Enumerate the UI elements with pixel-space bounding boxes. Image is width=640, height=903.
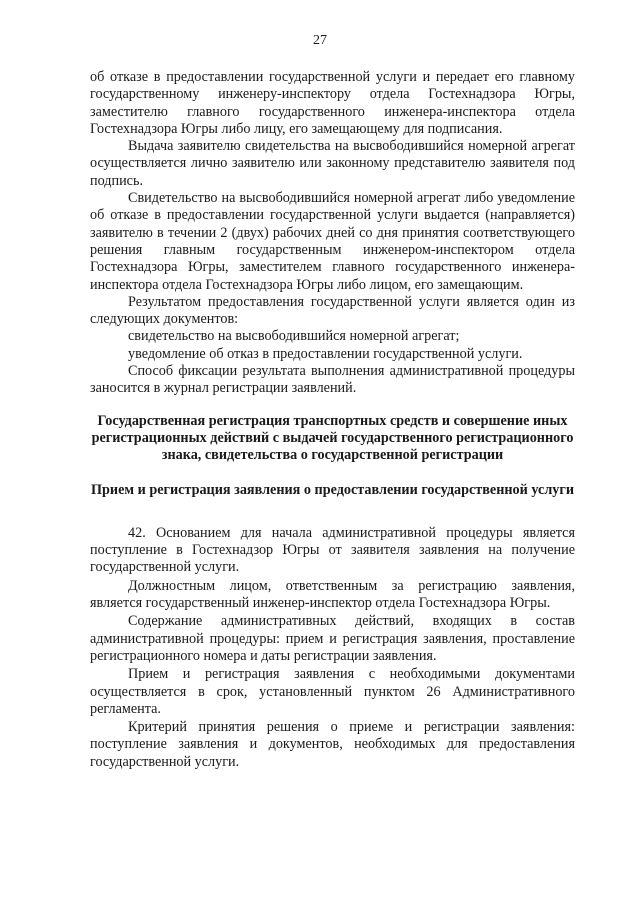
paragraph-issuance-term: Свидетельство на высвободившийся номерной агрегат либо уведомление об отказе в предоставлении государственной услуги выдается (направляется) заявителю в течении 2 (двух) рабочих дней со дня принятия соответствующего решения главным государственным инженером-инспектором отдела Гостехнадзора Югры, заместителем главного государственного инженера-инспектора отдела Гостехнадзора Югры либо лицом, его замещающим. — [90, 190, 575, 293]
paragraph-decision-criterion: Критерий принятия решения о приеме и регистрации заявления: поступление заявления и документов, необходимых для предоставления государственной услуги. — [90, 719, 575, 770]
paragraph-registration-term: Прием и регистрация заявления с необходимыми документами осуществляется в срок, установленный пунктом 26 Административного регламента. — [90, 666, 575, 717]
section-heading: Государственная регистрация транспортных средств и совершение иных регистрационных действий с выдачей государственного регистрационного знака, свидетельства о государственной регистрации — [91, 412, 574, 464]
page-number: 27 — [313, 33, 327, 48]
paragraph-fixation-method: Способ фиксации результата выполнения административной процедуры заносится в журнал регистрации заявлений. — [90, 363, 575, 397]
document-body — [90, 69, 575, 771]
paragraph-result-intro: Результатом предоставления государственной услуги является один из следующих документов: — [90, 293, 575, 328]
result-list-item: свидетельство на высвободившийся номерной агрегат; — [128, 328, 460, 345]
subsection-heading: Прием и регистрация заявления о предоставлении государственной услуги — [91, 481, 574, 498]
paragraph-responsible-person: Должностным лицом, ответственным за регистрацию заявления, является государственный инженер-инспектор отдела Гостехнадзора Югры. — [90, 577, 575, 612]
paragraph-refusal-continuation: об отказе в предоставлении государственной услуги и передает его главному государственному инженеру-инспектору отдела Гостехнадзора Югры, заместителю главного государственного инженера-инспектора отдела Гостехнадзора Югры либо лицу, его замещающему для подписания. — [90, 69, 575, 137]
paragraph-actions-content: Содержание административных действий, входящих в состав административной процедуры: прием и регистрация заявления, проставление регистрационного номера и даты регистрации заявления. — [90, 613, 575, 664]
paragraph-certificate-delivery: Выдача заявителю свидетельства на высвободившийся номерной агрегат осуществляется лично заявителю или законному представителю заявителя под подпись. — [90, 138, 575, 189]
paragraph-42-basis: 42. Основанием для начала административной процедуры является поступление в Гостехнадзор Югры от заявителя заявления на получение государственной услуги. — [90, 524, 575, 576]
result-list-item: уведомление об отказ в предоставлении государственной услуги. — [128, 345, 523, 362]
